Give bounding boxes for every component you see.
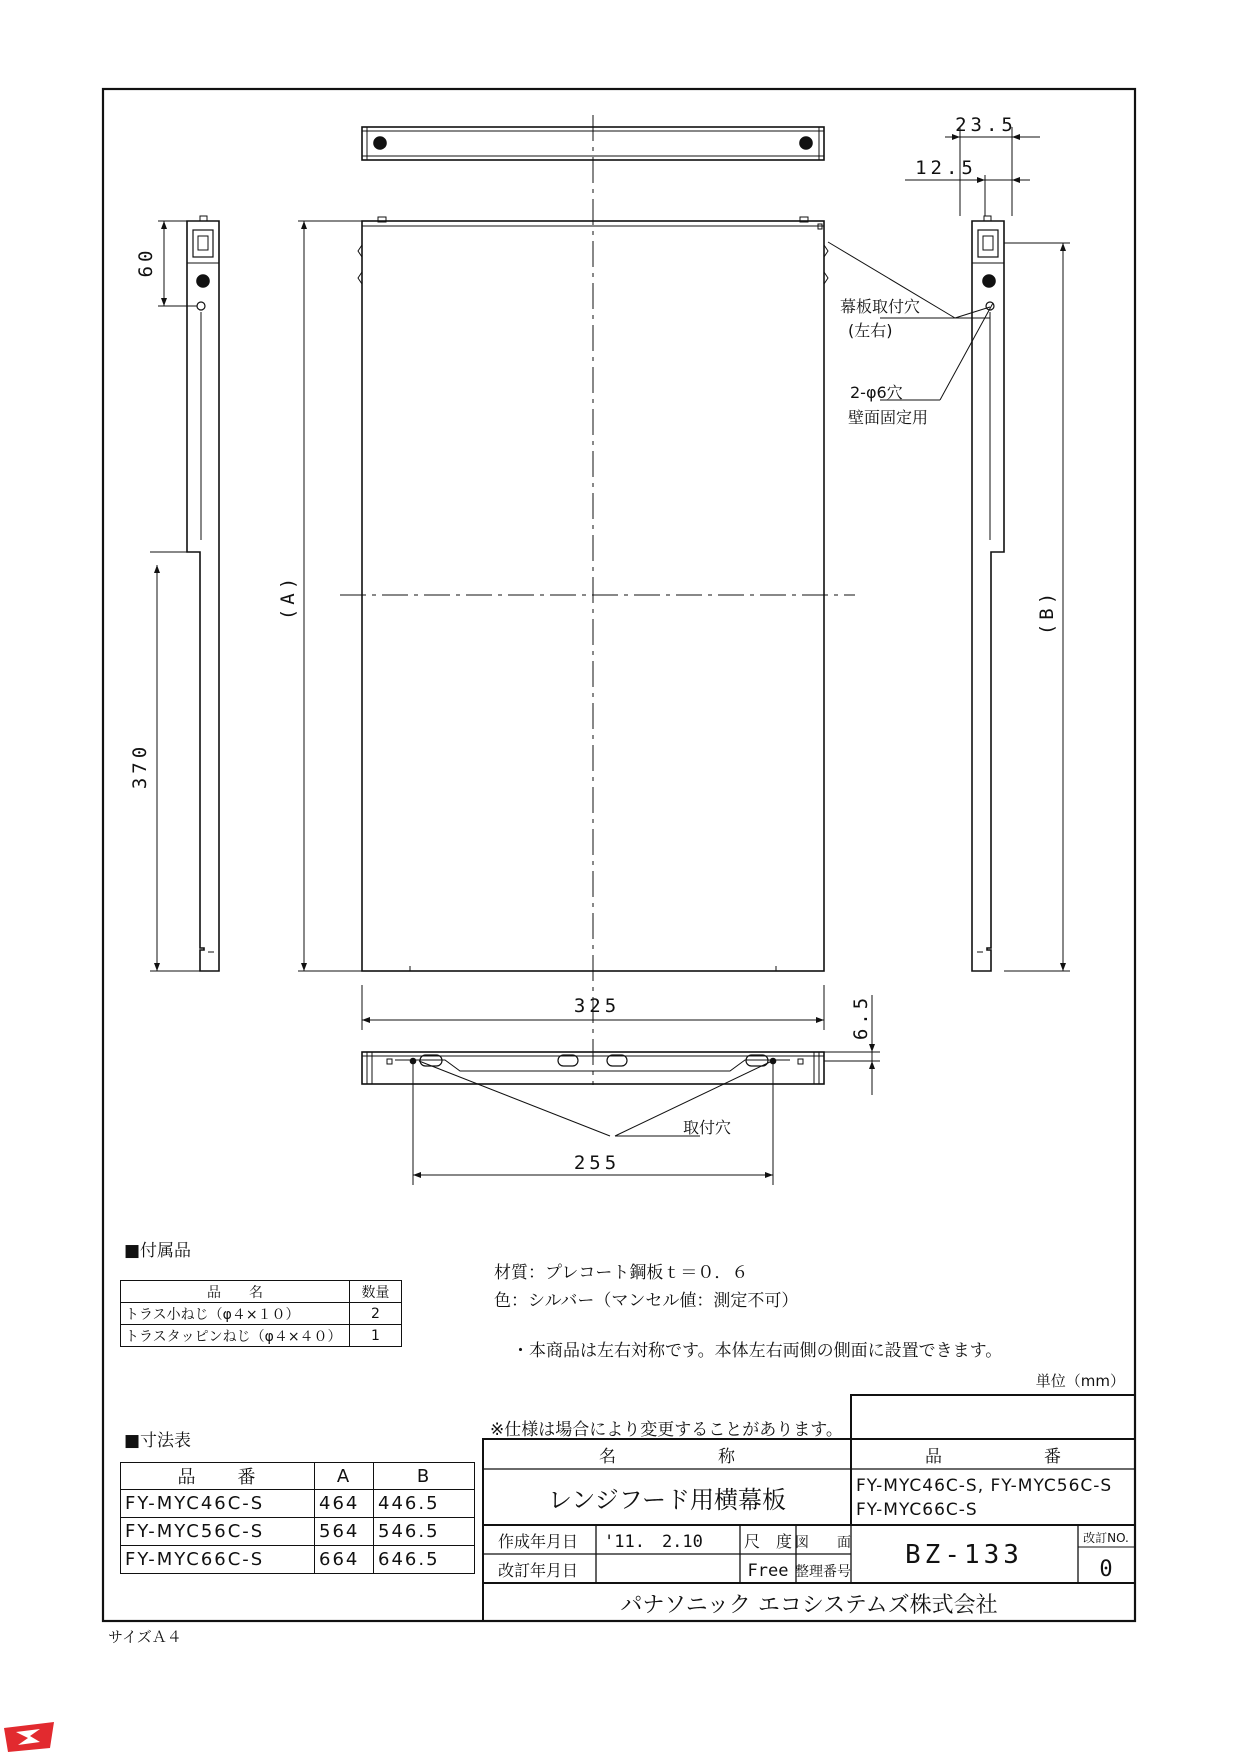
dim-a: (A) xyxy=(277,573,299,621)
material-note: 材質：プレコート鋼板ｔ＝０．６ xyxy=(494,1263,749,1283)
accessories-col-name: 品 名 xyxy=(121,1281,350,1303)
part-label: 品 番 xyxy=(925,1447,1061,1467)
part-number-line-2: FY-MYC66C-S xyxy=(856,1500,978,1520)
arrowheads xyxy=(154,134,1066,1178)
dim-255: 255 xyxy=(573,1152,621,1174)
dimension-lines xyxy=(150,127,1070,1185)
logo-icon xyxy=(0,1718,58,1754)
spec-change-note: ※仕様は場合により変更することがあります。 xyxy=(490,1420,843,1440)
accessory-name: トラス小ねじ（φ４×１０） xyxy=(121,1303,350,1325)
accessory-name: トラスタッピンねじ（φ４×４０） xyxy=(121,1325,350,1347)
unit-note: 単位（mm） xyxy=(1035,1372,1125,1390)
size-a: 464 xyxy=(315,1490,374,1518)
created-date-value: '11. 2.10 xyxy=(604,1532,703,1552)
table-row xyxy=(121,1490,475,1518)
product-name: レンジフード用横幕板 xyxy=(547,1486,787,1514)
color-note: 色：シルバー（マンセル値：測定不可） xyxy=(494,1291,799,1311)
scale-label: 尺 度 xyxy=(743,1532,793,1551)
dim-370: 370 xyxy=(129,742,151,790)
drawing-label-2: 整理番号 xyxy=(795,1564,851,1580)
dim-12-5: 12.5 xyxy=(915,157,977,179)
mount-hole-label: 幕板取付穴 xyxy=(840,297,921,316)
size-a: 564 xyxy=(315,1518,374,1546)
table-row xyxy=(121,1546,475,1574)
size-table xyxy=(120,1462,475,1574)
revision-label: 改訂NO. xyxy=(1083,1531,1129,1545)
symmetric-note: ・本商品は左右対称です。本体左右両側の側面に設置できます。 xyxy=(512,1341,1003,1361)
scale-value: Free xyxy=(747,1561,789,1581)
size-part: FY-MYC66C-S xyxy=(121,1546,315,1574)
paper-size-note: サイズＡ４ xyxy=(108,1628,182,1646)
size-col-b: B xyxy=(374,1463,475,1490)
drawing-label-1: 図 面 xyxy=(795,1535,851,1551)
size-b: 646.5 xyxy=(374,1546,475,1574)
created-date-label: 作成年月日 xyxy=(498,1532,579,1551)
hole-icon xyxy=(374,137,386,149)
hole-icon xyxy=(800,137,812,149)
size-col-a: A xyxy=(315,1463,374,1490)
revised-date-label: 改訂年月日 xyxy=(498,1561,579,1580)
accessories-heading: ■付属品 xyxy=(124,1241,192,1261)
size-b: 446.5 xyxy=(374,1490,475,1518)
size-col-part: 品 番 xyxy=(121,1463,315,1490)
drawing-number: BZ-133 xyxy=(905,1540,1023,1570)
accessories-table xyxy=(120,1280,402,1347)
size-b: 546.5 xyxy=(374,1518,475,1546)
wall-hole-label: 2-φ6穴 xyxy=(850,383,903,402)
dim-60: 60 xyxy=(135,246,157,278)
dim-325: 325 xyxy=(573,995,621,1017)
right-side-view xyxy=(972,216,1004,971)
name-label: 名 称 xyxy=(599,1447,735,1467)
size-a: 664 xyxy=(315,1546,374,1574)
company-name: パナソニック エコシステムズ株式会社 xyxy=(620,1593,998,1618)
size-part: FY-MYC56C-S xyxy=(121,1518,315,1546)
dim-6-5: 6.5 xyxy=(850,993,872,1041)
table-row xyxy=(121,1303,402,1325)
drawing-frame xyxy=(103,89,1135,1621)
accessories-col-qty: 数量 xyxy=(350,1281,402,1303)
wall-hole-sub-label: 壁面固定用 xyxy=(848,408,929,427)
revision-value: 0 xyxy=(1099,1557,1113,1582)
mount-hole-sub-label: (左右) xyxy=(848,321,893,340)
accessory-qty: 2 xyxy=(350,1303,402,1325)
dim-23-5: 23.5 xyxy=(955,114,1017,136)
left-side-view xyxy=(187,216,219,971)
accessory-qty: 1 xyxy=(350,1325,402,1347)
table-row xyxy=(121,1518,475,1546)
size-part: FY-MYC46C-S xyxy=(121,1490,315,1518)
attach-hole-label: 取付穴 xyxy=(683,1118,732,1137)
part-number-line-1: FY-MYC46C-S, FY-MYC56C-S xyxy=(856,1476,1113,1496)
table-row xyxy=(121,1325,402,1347)
size-table-heading: ■寸法表 xyxy=(124,1431,192,1451)
dim-b: (B) xyxy=(1036,588,1058,636)
